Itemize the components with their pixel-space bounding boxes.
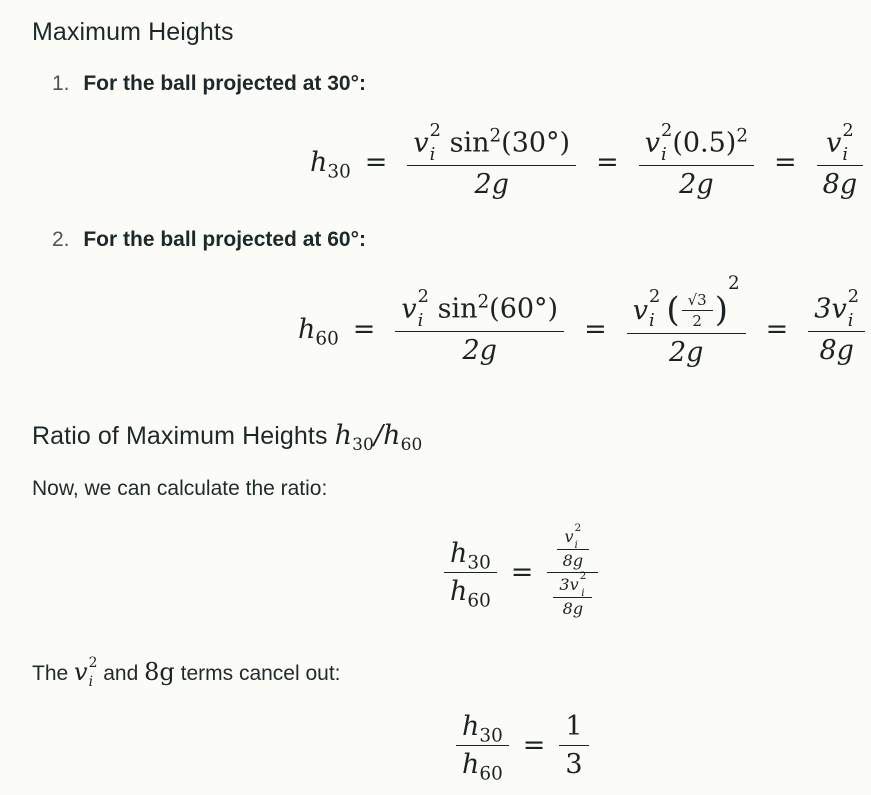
math-sub: i [648, 310, 655, 331]
fraction-1 [407, 120, 576, 200]
math-sub: i [581, 586, 585, 599]
math-func: sin [429, 293, 478, 325]
fraction-1 [395, 286, 564, 366]
math-arg: (30°) [501, 127, 571, 159]
text: and [97, 662, 145, 685]
math-sub: i [847, 310, 854, 331]
math-sup: 2 [736, 125, 749, 147]
math-var: v [564, 527, 574, 547]
math-den: 8g [808, 331, 865, 366]
math-den: 3 [559, 745, 588, 780]
section-heading-ratio [32, 420, 423, 455]
equation-h60: $h_{60}$ = v 2 i $\sin^2(60^\circ)$ 2g = v 2 i ( $\frac{√3}{2}$ ) 2 2g = 3v 2 i 8g [298, 290, 871, 368]
final-rhs-fraction [559, 711, 588, 780]
math-var: h [298, 313, 316, 345]
math-num: 1 [565, 711, 583, 742]
math-var: v [413, 127, 429, 159]
math-sub: i [417, 310, 424, 331]
math-den: 2g [407, 165, 576, 200]
math-var: 8g [144, 658, 175, 686]
paragraph-cancel [32, 654, 341, 691]
sqrt-fraction [682, 291, 713, 330]
fraction-2 [639, 120, 754, 200]
list-number: 2. [52, 228, 70, 251]
math-den: 8g [557, 549, 589, 570]
math-sup: 2 [477, 291, 490, 313]
math-var: v [644, 127, 660, 159]
math-var: v [632, 294, 648, 326]
math-var: h [462, 711, 480, 742]
math-sub: 60 [400, 435, 423, 455]
math-den: 2g [395, 331, 564, 366]
math-arg: (60°) [489, 293, 559, 325]
math-var: h [450, 538, 468, 570]
math-var: v [74, 658, 88, 686]
math-var: h [334, 420, 353, 451]
fraction-3 [817, 120, 863, 200]
heading-text: Ratio of Maximum Heights [32, 422, 335, 450]
math-sup: 2 [429, 120, 441, 141]
math-var: v [401, 293, 417, 325]
math-sup: 2 [574, 522, 582, 534]
math-sub: i [660, 143, 667, 165]
math-sup: 2 [660, 120, 673, 141]
list-item-label: For the ball projected at 60°: [83, 228, 366, 251]
equation-ratio: $\frac{h_{30}}{h_{60}}$ = v 2 i 8g 3v 2 i 8g [438, 527, 604, 618]
math-sub: 60 [315, 327, 339, 349]
math-den: 8g [553, 597, 592, 618]
list-item-1 [52, 72, 366, 96]
math-var: /h [373, 420, 401, 451]
math-den: 2g [627, 333, 746, 368]
math-var: 3v [814, 293, 847, 325]
math-sup: 2 [847, 286, 860, 308]
math-var: h [462, 749, 480, 780]
sqrt-den: 2 [682, 310, 713, 330]
math-sub: 30 [352, 435, 374, 455]
math-sup: 2 [489, 125, 502, 147]
text: The [32, 662, 75, 685]
text: terms cancel out: [174, 662, 341, 685]
fraction-3 [808, 286, 865, 366]
ratio-rhs-compound-fraction [547, 522, 598, 619]
ratio-lhs-fraction [444, 538, 497, 612]
math-var: h [450, 576, 468, 608]
sqrt-num: √3 [687, 290, 707, 309]
math-sub: i [842, 143, 849, 165]
math-var: v [826, 127, 842, 159]
math-sub: 30 [467, 552, 491, 574]
section-heading-maximum-heights: Maximum Heights [32, 18, 234, 46]
paragraph-ratio-intro: Now, we can calculate the ratio: [32, 477, 328, 500]
inner-fraction-top [557, 522, 589, 571]
final-lhs-fraction [456, 711, 509, 785]
math-var: h [310, 147, 328, 179]
math-sub: i [574, 538, 578, 551]
list-number: 1. [52, 72, 70, 95]
math-sub: 30 [327, 161, 351, 183]
math-sup: 2 [579, 570, 587, 583]
math-sub: 30 [479, 725, 503, 747]
math-sup: 2 [648, 286, 661, 308]
math-sup: 2 [88, 654, 98, 671]
math-sup: 2 [842, 120, 854, 141]
math-sub: 60 [467, 590, 491, 612]
math-sub: i [88, 674, 94, 691]
math-func: sin [441, 127, 490, 159]
equation-final: $\frac{h_{30}}{h_{60}}$ = $\frac{1}{3}$ [450, 711, 595, 780]
math-var: 3v [559, 575, 579, 595]
equation-h30: $h_{30}$ = v 2 i $\sin^2(30^\circ)$ 2g = v 2 i $(0.5)^2$ 2g = v 2 i 8g [310, 126, 869, 200]
fraction-2: v 2 i ( $\frac{√3}{2}$ ) 2 2g [627, 290, 746, 368]
list-item-2 [52, 228, 366, 252]
math-sub: i [429, 143, 436, 165]
math-arg: (0.5) [672, 127, 737, 159]
inner-fraction-bottom [553, 570, 592, 619]
list-item-label: For the ball projected at 30°: [83, 72, 366, 95]
math-den: 8g [817, 165, 863, 200]
math-sub: 60 [479, 763, 503, 785]
math-den: 2g [639, 165, 754, 200]
math-sup: 2 [417, 286, 429, 308]
